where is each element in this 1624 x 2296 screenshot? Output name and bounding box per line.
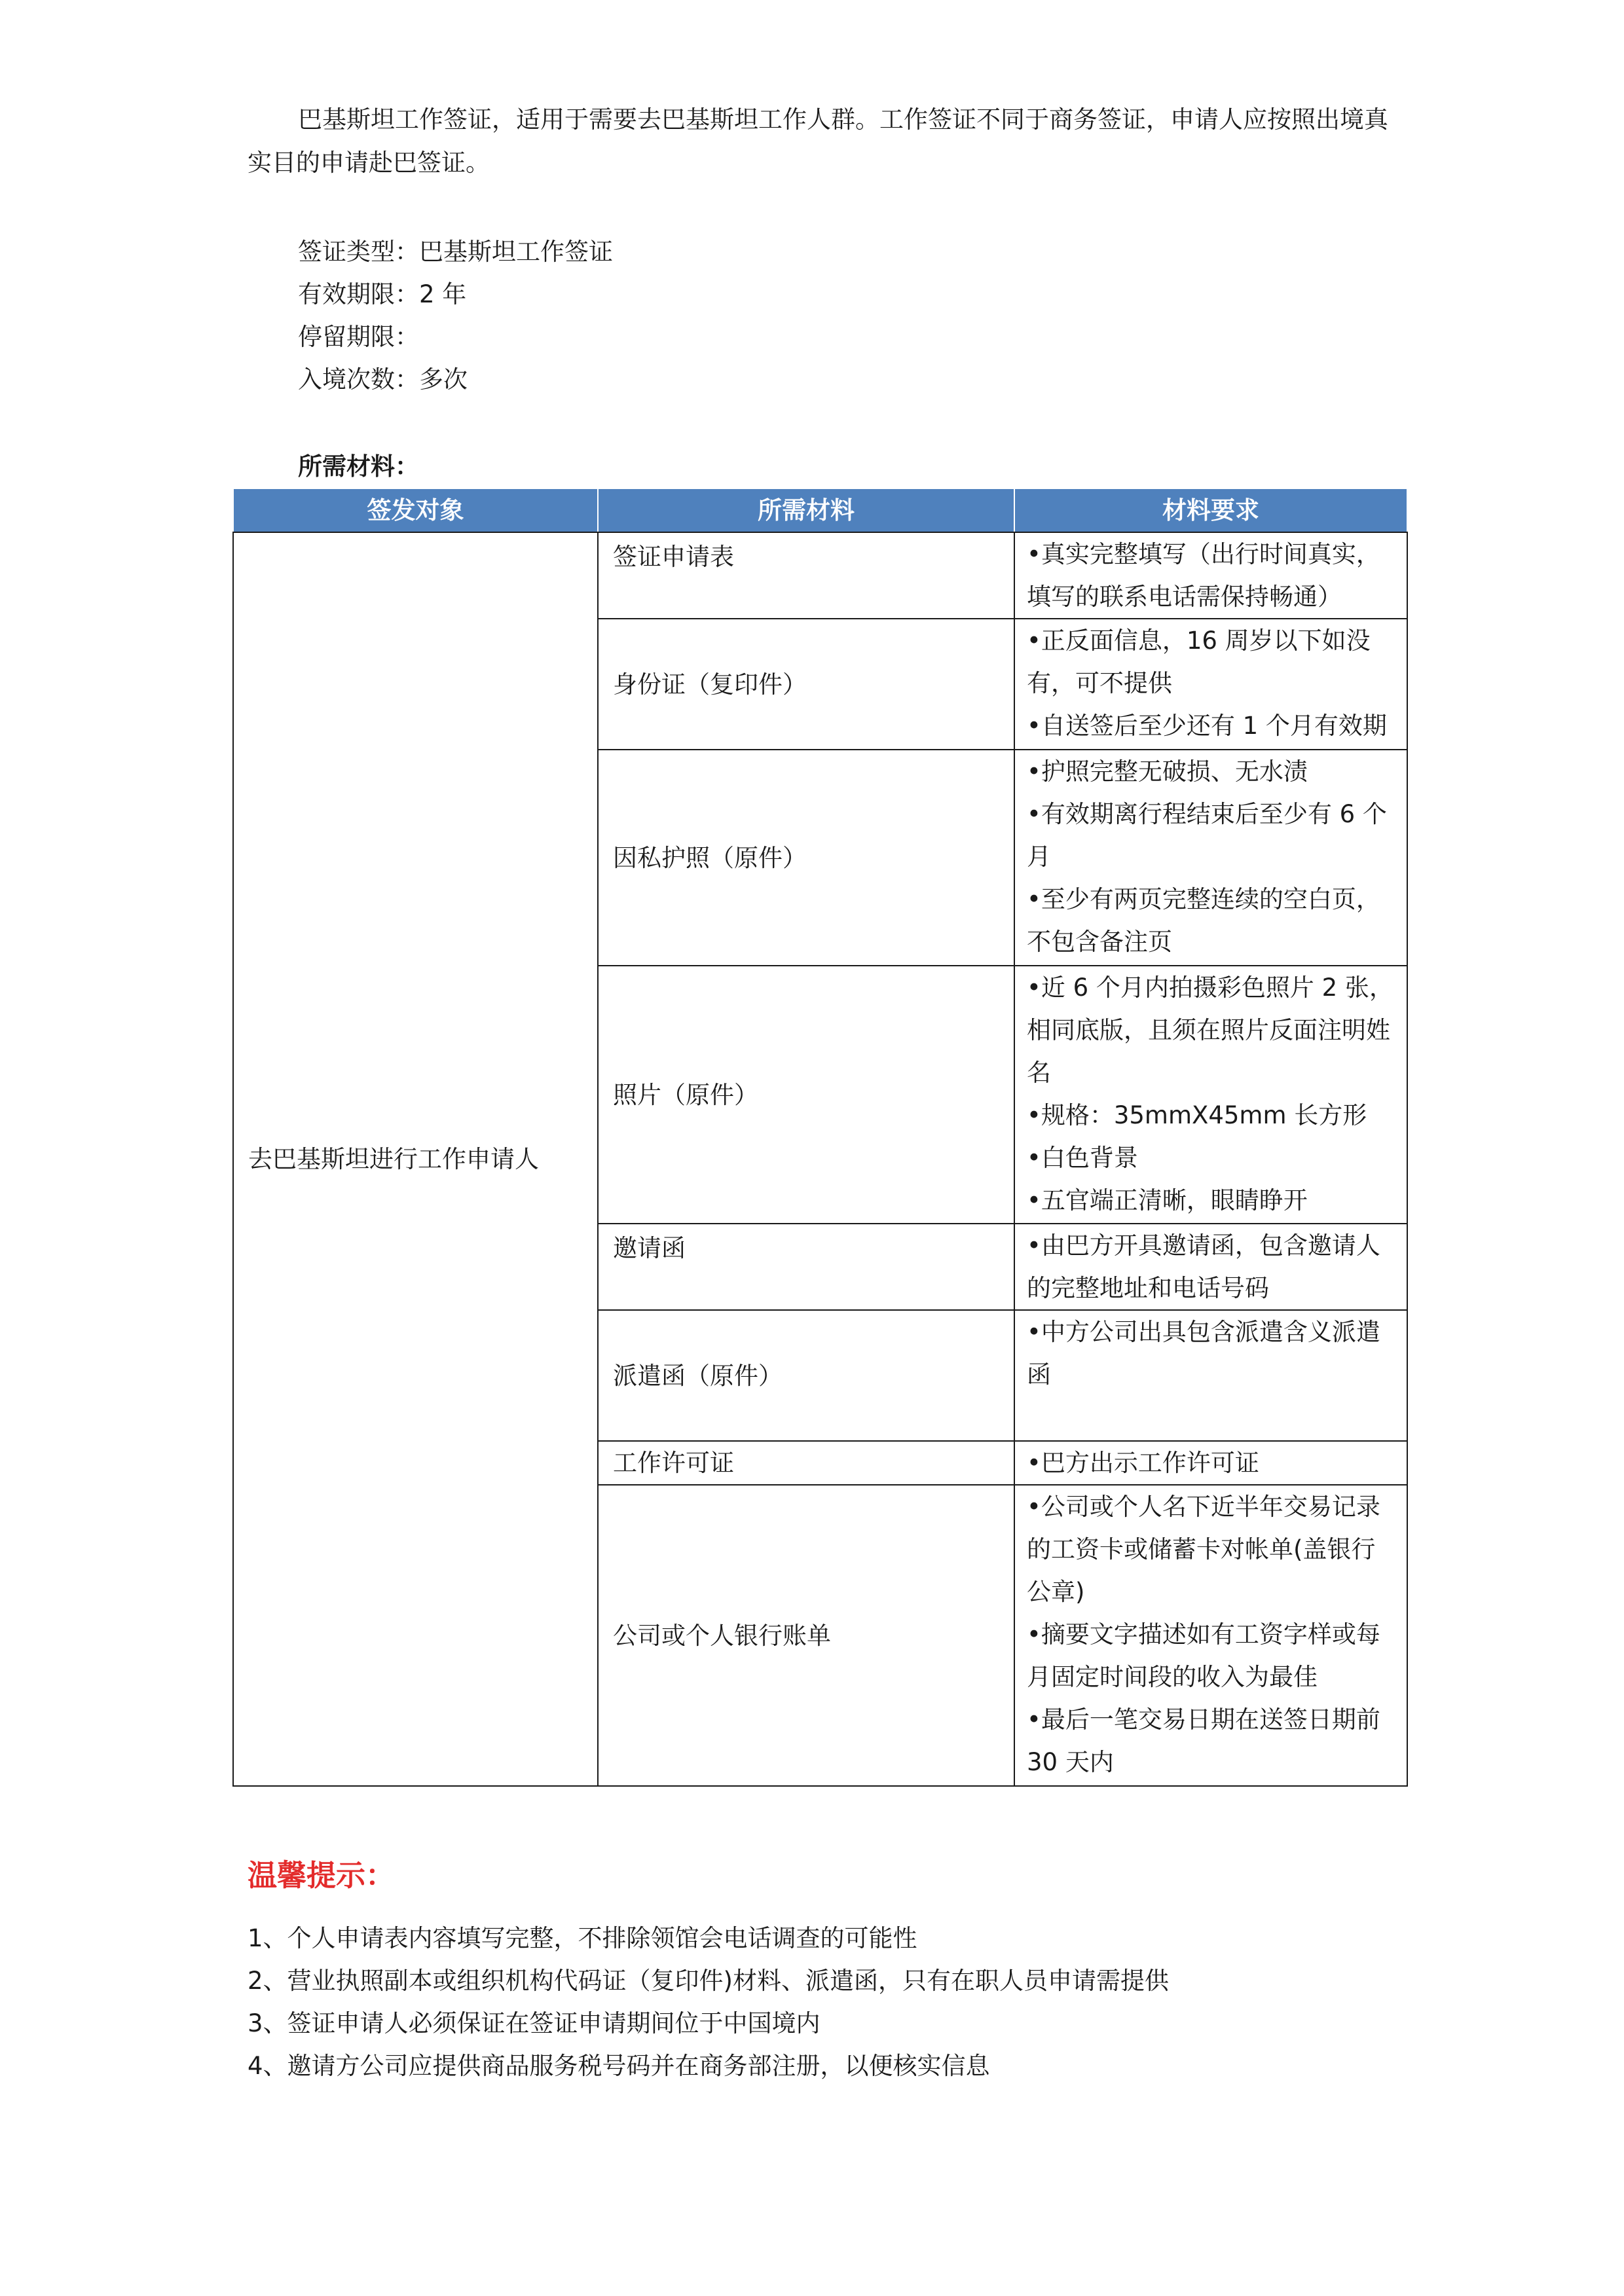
info-validity [298,273,613,316]
requirement-cell [1014,1224,1407,1310]
tip-item: 2、营业执照副本或组织机构代码证（复印件)材料、派遣函，只有在职人员申请需提供 [248,1967,1169,1995]
material-cell: 派遣函（原件） [598,1310,1014,1441]
requirement-item: •五官端正清晰，眼睛睁开 [1027,1186,1308,1214]
requirement-item: •规格：35mmX45mm 长方形 [1027,1101,1367,1129]
visa-info-list [298,230,613,401]
tip-item: 3、签证申请人必须保证在签证申请期间位于中国境内 [248,2009,821,2037]
info-value: 巴基斯坦工作签证 [419,238,613,266]
requirement-item: •正反面信息，16 周岁以下如没有，可不提供 [1027,627,1371,697]
materials-table [232,488,1408,1787]
requirement-item: •真实完整填写（出行时间真实，填写的联系电话需保持畅通） [1027,540,1380,611]
tip-item: 4、邀请方公司应提供商品服务税号码并在商务部注册，以便核实信息 [248,2052,990,2080]
material-cell: 照片（原件） [598,966,1014,1224]
requirement-item: •自送签后至少还有 1 个月有效期 [1027,712,1387,740]
header-material: 所需材料 [598,488,1014,532]
info-value: 多次 [419,365,468,393]
requirement-cell [1014,966,1407,1224]
material-cell: 签证申请表 [598,532,1014,619]
materials-title: 所需材料： [298,452,419,481]
info-value: 2 年 [419,280,467,308]
requirement-item: •白色背景 [1027,1144,1138,1172]
info-label: 签证类型： [298,238,419,266]
requirement-cell [1014,1485,1407,1786]
tips-title: 温馨提示： [248,1858,396,1893]
header-requirement: 材料要求 [1014,488,1407,532]
target-cell: 去巴基斯坦进行工作申请人 [233,532,598,1786]
material-cell: 公司或个人银行账单 [598,1485,1014,1786]
requirement-item: •摘要文字描述如有工资字样或每月固定时间段的收入为最佳 [1027,1620,1380,1691]
requirement-item: •护照完整无破损、无水渍 [1027,757,1308,786]
tips-list [248,1917,1169,2087]
requirement-item: •至少有两页完整连续的空白页，不包含备注页 [1027,885,1380,956]
info-label: 有效期限： [298,280,419,308]
material-cell: 邀请函 [598,1224,1014,1310]
tip-item: 1、个人申请表内容填写完整，不排除领馆会电话调查的可能性 [248,1924,917,1952]
requirement-item: •由巴方开具邀请函，包含邀请人的完整地址和电话号码 [1027,1231,1380,1302]
requirement-item: •近 6 个月内拍摄彩色照片 2 张，相同底版，且须在照片反面注明姓名 [1027,974,1393,1087]
intro-paragraph: 巴基斯坦工作签证，适用于需要去巴基斯坦工作人群。工作签证不同于商务签证，申请人应按照出境真实目的申请赴巴签证。 [248,105,1388,177]
info-visa-type [298,230,613,273]
info-entries [298,358,613,401]
requirement-item: •最后一笔交易日期在送签日期前 30 天内 [1027,1705,1380,1776]
header-target: 签发对象 [233,488,598,532]
table-header-row [233,488,1407,532]
table-row [233,532,1407,619]
requirement-cell [1014,750,1407,966]
requirement-item: •公司或个人名下近半年交易记录的工资卡或储蓄卡对帐单(盖银行公章) [1027,1493,1380,1606]
info-label: 停留期限： [298,323,419,351]
requirement-cell [1014,1310,1407,1441]
material-cell: 因私护照（原件） [598,750,1014,966]
requirement-cell [1014,1441,1407,1485]
requirement-item: •有效期离行程结束后至少有 6 个月 [1027,800,1387,871]
requirement-cell [1014,532,1407,619]
requirement-cell [1014,619,1407,750]
info-stay [298,316,613,358]
requirement-item: •巴方出示工作许可证 [1027,1449,1259,1477]
info-label: 入境次数： [298,365,419,393]
requirement-item: •中方公司出具包含派遣含义派遣函 [1027,1318,1380,1389]
material-cell: 身份证（复印件） [598,619,1014,750]
material-cell: 工作许可证 [598,1441,1014,1485]
